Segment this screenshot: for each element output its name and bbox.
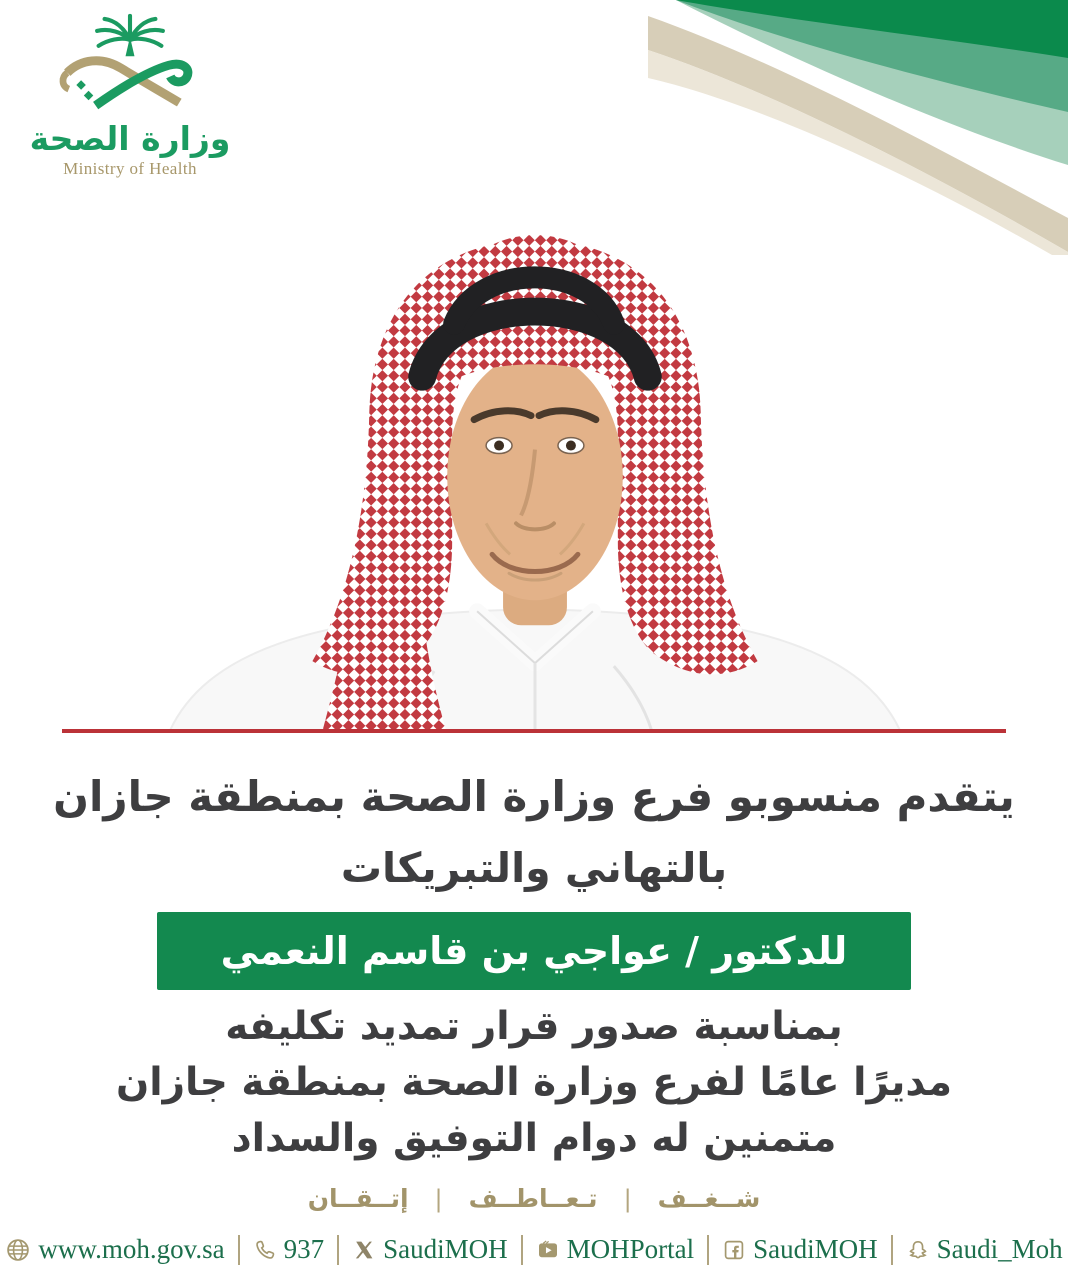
announcement-line-3: بمناسبة صدور قرار تمديد تكليفه [225, 1004, 843, 1049]
footer-item-snapchat [906, 1234, 1063, 1265]
value-empathy: تـعــاطــف [468, 1184, 598, 1213]
footer-item-youtube [536, 1234, 695, 1265]
footer-item-website [5, 1234, 224, 1265]
values-bar [0, 1184, 1068, 1213]
footer-phone: 937 [283, 1234, 325, 1264]
footer-separator [707, 1235, 709, 1265]
moh-emblem-icon [30, 10, 230, 122]
snapchat-icon [906, 1238, 930, 1262]
footer-youtube-handle: MOHPortal [566, 1234, 695, 1264]
moh-logo [22, 10, 238, 179]
footer-website: www.moh.gov.sa [38, 1234, 225, 1264]
footer-separator [238, 1235, 240, 1265]
announcement-line-5: متمنين له دوام التوفيق والسداد [231, 1116, 837, 1161]
footer-facebook-handle: SaudiMOH [753, 1234, 878, 1264]
value-mastery: إتــقــان [307, 1184, 409, 1213]
announcement-line-4: مديرًا عامًا لفرع وزارة الصحة بمنطقة جازان [115, 1060, 953, 1105]
globe-icon [5, 1237, 31, 1263]
footer-snapchat-handle: Saudi_Moh [936, 1234, 1063, 1264]
announcement-line-2: بالتهاني والتبريكات [340, 844, 728, 892]
footer-separator [891, 1235, 893, 1265]
footer-item-x [352, 1234, 508, 1265]
logo-english-name: Ministry of Health [63, 158, 197, 178]
youtube-icon [536, 1238, 560, 1262]
footer-separator [337, 1235, 339, 1265]
portrait-photo [54, 212, 1014, 731]
phone-icon [253, 1238, 277, 1262]
honoree-name: للدكتور / عواجي بن قاسم النعمي [220, 929, 848, 973]
red-divider-line [62, 729, 1006, 733]
values-separator: | [623, 1184, 632, 1213]
x-icon [352, 1238, 376, 1262]
facebook-icon [722, 1238, 746, 1262]
value-passion: شــغــف [657, 1184, 761, 1213]
footer-x-handle: SaudiMOH [383, 1234, 508, 1264]
honoree-highlight-box [157, 912, 911, 990]
footer-separator [521, 1235, 523, 1265]
footer-item-phone [253, 1234, 325, 1265]
values-separator: | [434, 1184, 443, 1213]
footer-contact-bar [0, 1234, 1068, 1265]
announcement-line-1: يتقدم منسوبو فرع وزارة الصحة بمنطقة جازان [53, 772, 1015, 821]
logo-arabic-name: وزارة الصحة [29, 119, 231, 158]
footer-item-facebook [722, 1234, 878, 1265]
